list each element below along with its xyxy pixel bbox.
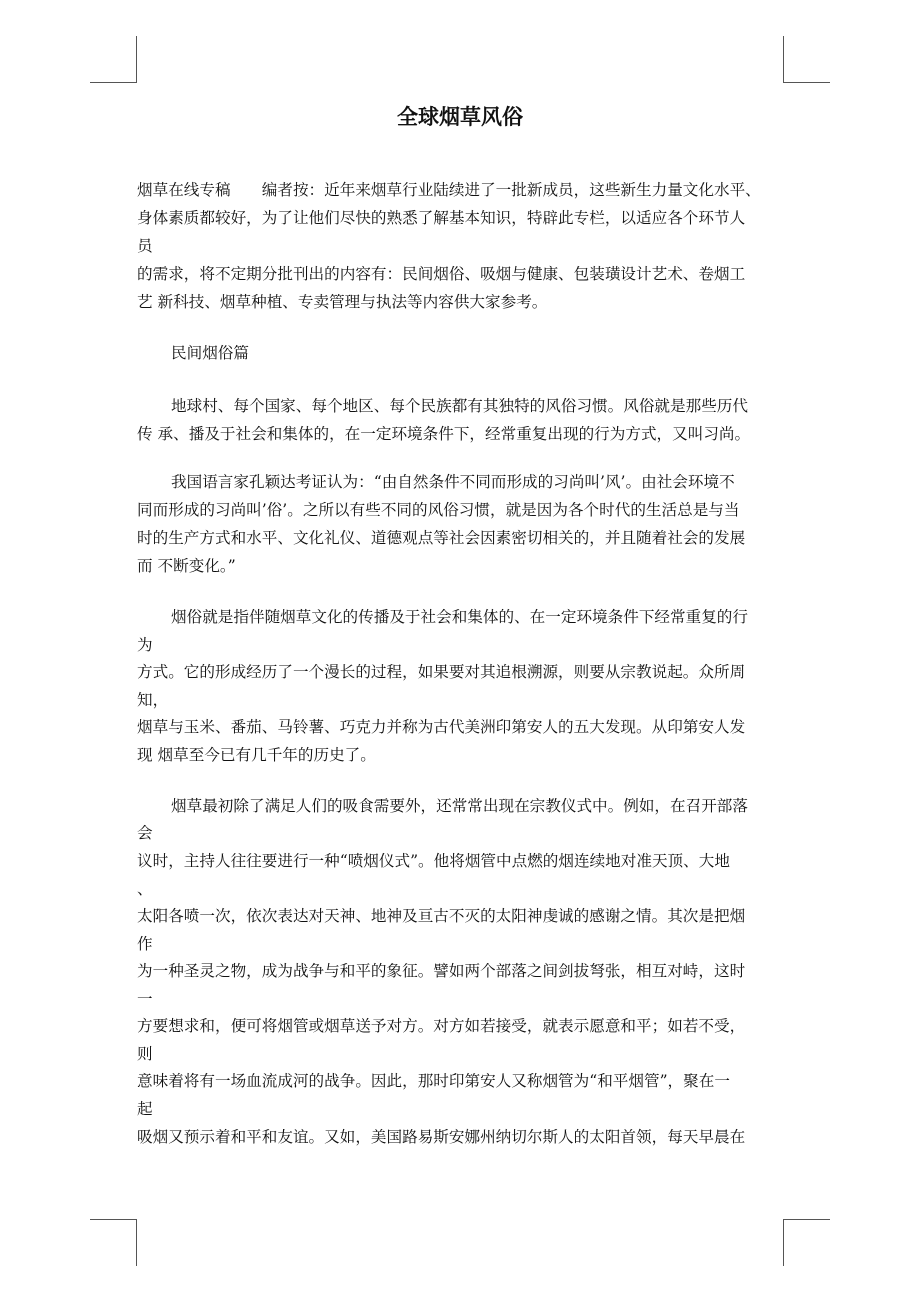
editor-note-line: 烟草在线专稿 编者按：近年来烟草行业陆续进了一批新成员，这些新生力量文化水平、 bbox=[137, 181, 761, 199]
page-title: 全球烟草风俗 bbox=[397, 105, 523, 129]
section-heading: 民间烟俗篇 bbox=[171, 344, 249, 362]
paragraph-line: 、 bbox=[137, 880, 153, 898]
paragraph-line: 意味着将有一场血流成河的战争。因此，那时印第安人又称烟管为“和平烟管”，聚在一 bbox=[137, 1072, 730, 1090]
paragraph-line: 现 烟草至今已有几千年的历史了。 bbox=[137, 746, 376, 764]
paragraph-line: 作 bbox=[137, 935, 153, 953]
editor-note-line: 艺 新科技、烟草种植、专卖管理与执法等内容供大家参考。 bbox=[137, 293, 548, 311]
paragraph-line: 吸烟又预示着和平和友谊。又如，美国路易斯安娜州纳切尔斯人的太阳首领，每天早晨在 bbox=[137, 1128, 746, 1146]
crop-mark-bottom-right bbox=[783, 1219, 830, 1266]
paragraph-line: 烟俗就是指伴随烟草文化的传播及于社会和集体的、在一定环境条件下经常重复的行 bbox=[171, 608, 748, 626]
paragraph-line: 为一种圣灵之物，成为战争与和平的象征。譬如两个部落之间剑拔弩张，相互对峙，这时 bbox=[137, 962, 746, 980]
paragraph-line: 而 不断变化。” bbox=[137, 557, 236, 575]
crop-mark-top-left bbox=[90, 36, 137, 83]
paragraph-line: 同而形成的习尚叫’俗’。之所以有些不同的风俗习惯，就是因为各个时代的生活总是与当 bbox=[137, 501, 740, 519]
editor-note-line: 身体素质都较好，为了让他们尽快的熟悉了解基本知识，特辟此专栏，以适应各个环节人 bbox=[137, 209, 746, 227]
paragraph-line: 烟草与玉米、番茄、马铃薯、巧克力并称为古代美洲印第安人的五大发现。从印第安人发 bbox=[137, 718, 746, 736]
paragraph-line: 我国语言家孔颖达考证认为：“由自然条件不同而形成的习尚叫’风’。由社会环境不 bbox=[171, 473, 735, 491]
paragraph-line: 传 承、播及于社会和集体的，在一定环境条件下，经常重复出现的行为方式，又叫习尚。 bbox=[137, 425, 751, 443]
paragraph-line: 会 bbox=[137, 824, 153, 842]
crop-mark-bottom-left bbox=[90, 1219, 137, 1266]
crop-mark-top-right bbox=[783, 36, 830, 83]
editor-note-line: 员 bbox=[137, 237, 153, 255]
paragraph-line: 则 bbox=[137, 1045, 153, 1063]
paragraph-line: 议时，主持人往往要进行一种“喷烟仪式”。他将烟管中点燃的烟连续地对准天顶、大地 bbox=[137, 852, 730, 870]
paragraph-line: 一 bbox=[137, 990, 153, 1008]
paragraph-line: 太阳各喷一次，依次表达对天神、地神及亘古不灭的太阳神虔诚的感谢之情。其次是把烟 bbox=[137, 907, 746, 925]
paragraph-line: 方式。它的形成经历了一个漫长的过程，如果要对其追根溯源，则要从宗教说起。众所周 bbox=[137, 663, 746, 681]
paragraph-line: 时的生产方式和水平、文化礼仪、道德观点等社会因素密切相关的，并且随着社会的发展 bbox=[137, 529, 746, 547]
paragraph-line: 方要想求和，便可将烟管或烟草送予对方。对方如若接受，就表示愿意和平；如若不受， bbox=[137, 1017, 746, 1035]
paragraph-line: 起 bbox=[137, 1100, 153, 1118]
paragraph-line: 为 bbox=[137, 636, 153, 654]
editor-note-line: 的需求，将不定期分批刊出的内容有：民间烟俗、吸烟与健康、包装璜设计艺术、卷烟工 bbox=[137, 265, 746, 283]
paragraph-line: 地球村、每个国家、每个地区、每个民族都有其独特的风俗习惯。风俗就是那些历代 bbox=[171, 397, 748, 415]
paragraph-line: 知， bbox=[137, 691, 169, 709]
paragraph-line: 烟草最初除了满足人们的吸食需要外，还常常出现在宗教仪式中。例如，在召开部落 bbox=[171, 797, 748, 815]
